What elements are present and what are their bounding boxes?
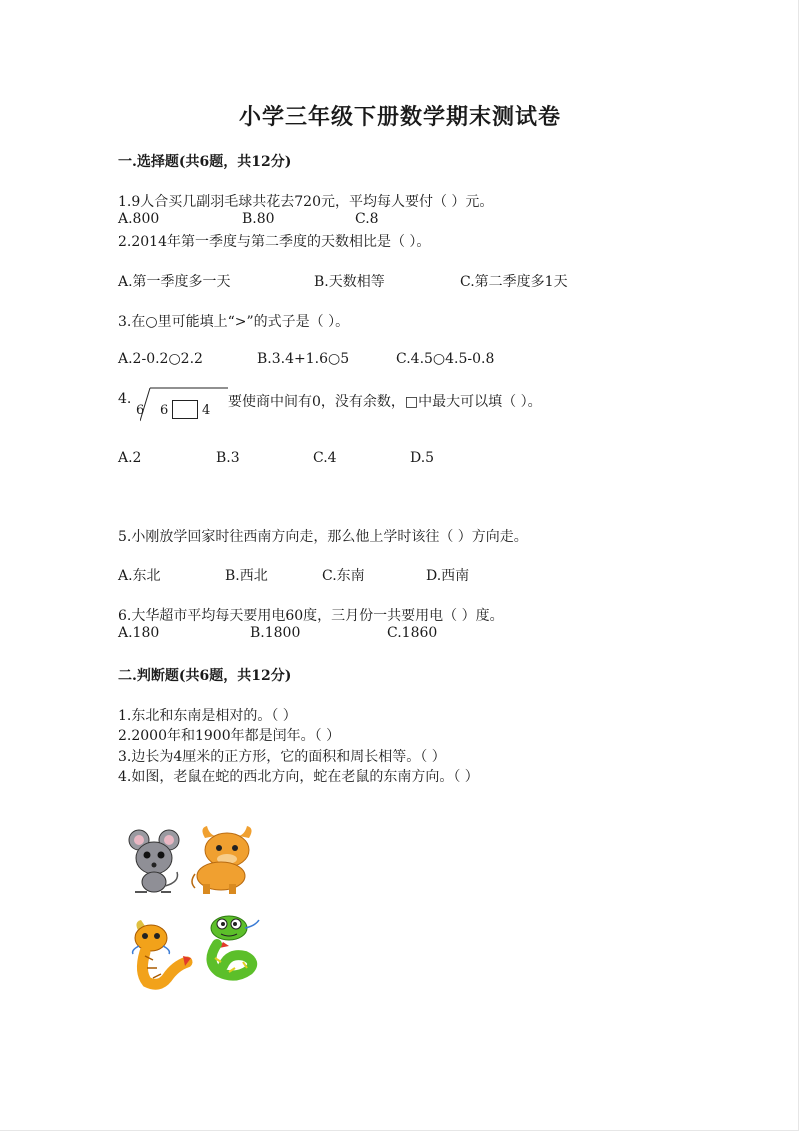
dragon-illustration: [133, 920, 191, 984]
section-heading-choice: 一.选择题(共6题，共12分): [118, 154, 292, 170]
q3-option-c: C.4.5○4.5-0.8: [396, 351, 495, 367]
q6-option-c: C.1860: [387, 625, 438, 641]
blank-square: [172, 400, 198, 419]
question-3: 3.在○里可能填上“>”的式子是（ ）。: [118, 314, 350, 330]
question-4-number: 4.: [118, 391, 132, 407]
q1-option-b: B.80: [242, 211, 275, 227]
q5-option-b: B.西北: [225, 568, 268, 584]
q1-option-a: A.800: [118, 211, 160, 227]
q5-option-c: C.东南: [322, 568, 365, 584]
q1-option-c: C.8: [355, 211, 379, 227]
snake-illustration: [211, 916, 259, 976]
mouse-illustration: [129, 830, 179, 892]
q2-option-c: C.第二季度多1天: [460, 274, 568, 290]
q6-option-a: A.180: [118, 625, 160, 641]
q3-option-a: A.2-0.2○2.2: [118, 351, 203, 367]
q4-option-c: C.4: [313, 450, 337, 466]
q4-option-d: D.5: [410, 450, 435, 466]
ox-illustration: [192, 826, 252, 894]
judgement-item-2: 2.2000年和1900年都是闰年。（ ）: [118, 728, 341, 744]
long-division-figure: [136, 385, 230, 423]
question-1: 1.9人合买几副羽毛球共花去720元，平均每人要付（ ）元。: [118, 194, 494, 210]
divisor: 6: [136, 403, 145, 418]
q6-option-b: B.1800: [250, 625, 301, 641]
judgement-item-1: 1.东北和东南是相对的。（ ）: [118, 708, 297, 724]
q5-option-a: A.东北: [118, 568, 161, 584]
q3-option-b: B.3.4+1.6○5: [257, 351, 350, 367]
judgement-item-3: 3.边长为4厘米的正方形，它的面积和周长相等。（ ）: [118, 749, 446, 765]
q4-option-a: A.2: [118, 450, 142, 466]
judgement-item-4: 4.如图，老鼠在蛇的西北方向，蛇在老鼠的东南方向。（ ）: [118, 769, 479, 785]
page-title: 小学三年级下册数学期末测试卷: [238, 104, 561, 130]
q5-option-d: D.西南: [426, 568, 470, 584]
q2-option-b: B.天数相等: [314, 274, 385, 290]
question-4-text: 要使商中间有0，没有余数，□中最大可以填（ ）。: [228, 394, 542, 410]
question-2: 2.2014年第一季度与第二季度的天数相比是（ ）。: [118, 234, 431, 250]
question-5: 5.小刚放学回家时往西南方向走，那么他上学时该往（ ）方向走。: [118, 529, 528, 545]
dividend-left-digit: 6: [160, 403, 169, 418]
q2-option-a: A.第一季度多一天: [118, 274, 231, 290]
question-6: 6.大华超市平均每天要用电60度，三月份一共要用电（ ）度。: [118, 608, 504, 624]
zodiac-animals-figure: [125, 822, 275, 992]
dividend-right-digit: 4: [202, 403, 211, 418]
q4-option-b: B.3: [216, 450, 240, 466]
section-heading-judgement: 二.判断题(共6题，共12分): [118, 668, 292, 684]
